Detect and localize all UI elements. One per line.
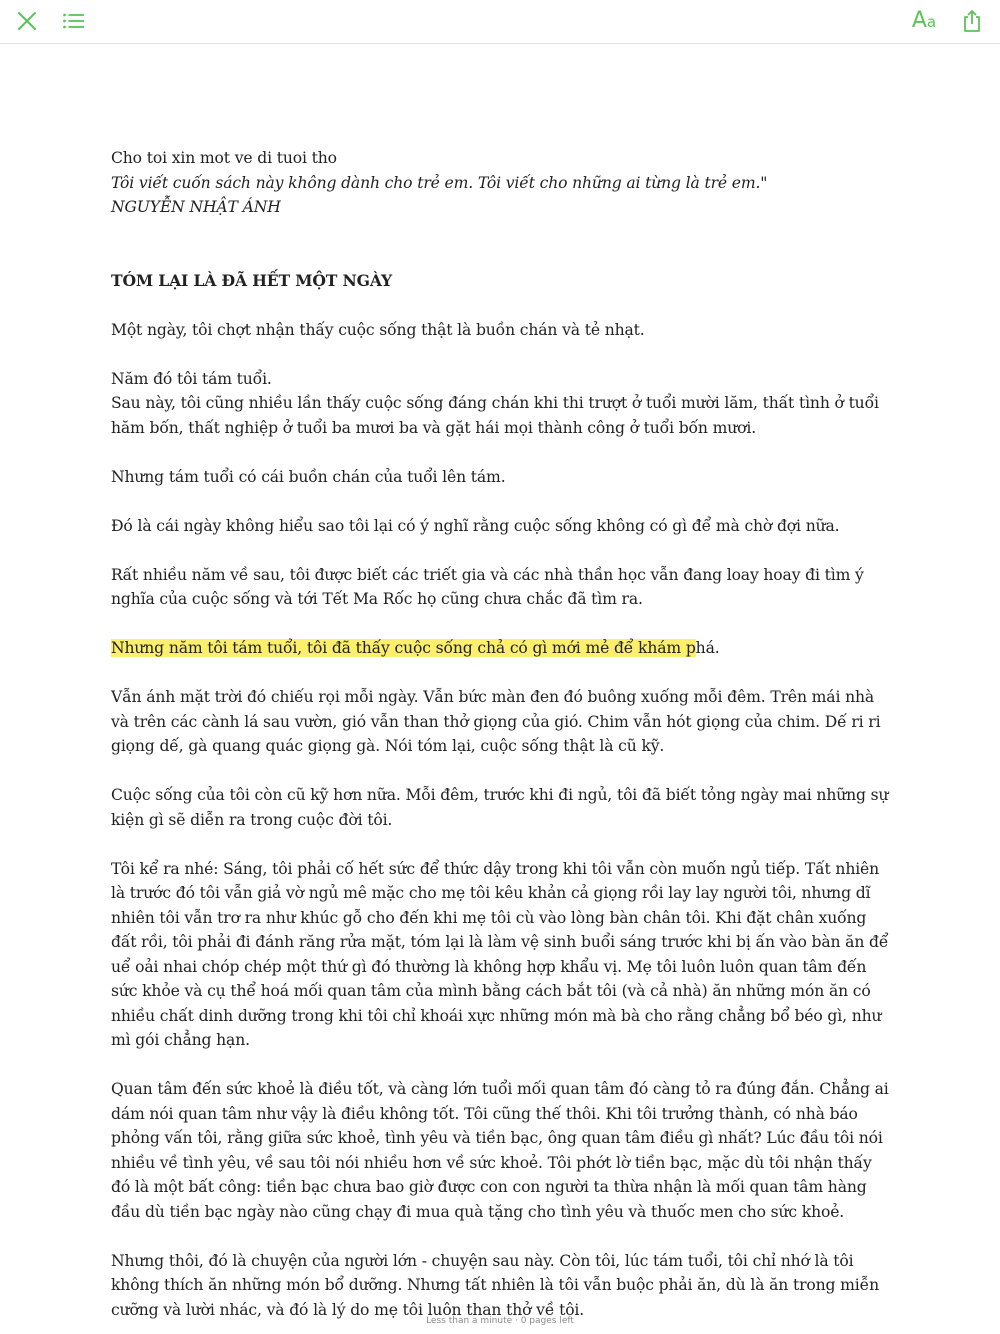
paragraph: Quan tâm đến sức khoẻ là điều tốt, và càng lớn tuổi mối quan tâm đó càng tỏ ra đúng đắn. Chẳng ai dám nói quan tâm như vậy là điều không tốt. Tôi cũng thế thôi. Khi tôi trưởng thành, có nhà báo phỏng vấn tôi, rằng giữa sức khoẻ, tình yêu và tiền bạc, ông quan tâm điều gì nhất? Lúc đầu tôi nói nhiều về tình yêu, về sau tôi nói nhiều hơn về sức khoẻ. Tôi phớt lờ tiền bạc, mặc dù tôi nhận thấy đó là một bất công: tiền bạc chưa bao giờ được con con người ta thừa nhận là mối quan tâm hàng đầu dù tiền bạc ngày nào cũng chạy đi mua quà tặng cho tình yêu và thuốc men cho sức khoẻ. — [111, 1080, 889, 1221]
paragraph: Nhưng tám tuổi có cái buồn chán của tuổi lên tám. — [111, 467, 506, 486]
paragraph: Vẫn ánh mặt trời đó chiếu rọi mỗi ngày. Vẫn bức màn đen đó buông xuống mỗi đêm. Trên mái nhà và trên các cành lá sau vườn, gió vẫn than thở giọng của gió. Chim vẫn hót giọng của chim. Dế ri ri giọng dế, gà quang quác giọng gà. Nói tóm lại, cuộc sống thật là cũ kỹ. — [111, 688, 881, 755]
paragraph: Đó là cái ngày không hiểu sao tôi lại có ý nghĩ rằng cuộc sống không có gì để mà chờ đợi nữa. — [111, 516, 840, 535]
font-settings-button[interactable] — [906, 6, 942, 36]
paragraph-tail: há. — [695, 639, 720, 657]
chapter-title: TÓM LẠI LÀ ĐÃ HẾT MỘT NGÀY — [111, 270, 392, 290]
font-icon-big-letter: A — [911, 8, 927, 33]
epigraph: Tôi viết cuốn sách này không dành cho trẻ em. Tôi viết cho những ai từng là trẻ em." — [111, 173, 768, 192]
paragraph: Năm đó tôi tám tuổi. — [111, 369, 272, 388]
share-icon — [962, 9, 982, 33]
book-page-content — [111, 146, 891, 1322]
paragraph: Rất nhiều năm về sau, tôi được biết các triết gia và các nhà thần học vẫn đang loay hoay đi tìm ý nghĩa của cuộc sống và tới Tết Ma Rốc họ cũng chưa chắc đã tìm ra. — [111, 565, 864, 608]
table-of-contents-button[interactable] — [58, 6, 90, 36]
paragraph: Sau này, tôi cũng nhiều lần thấy cuộc sống đáng chán khi thi trượt ở tuổi mười lăm, thất tình ở tuổi hăm bốn, thất nghiệp ở tuổi ba mươi ba và gặt hái mọi thành công ở tuổi bốn mươi. — [111, 394, 879, 437]
highlighted-paragraph[interactable] — [111, 636, 891, 661]
font-size-icon — [912, 10, 936, 32]
book-title-line: Cho toi xin mot ve di tuoi tho — [111, 149, 337, 167]
author-name: NGUYỄN NHẬT ÁNH — [111, 198, 281, 216]
close-button[interactable] — [11, 6, 43, 36]
paragraph: Nhưng thôi, đó là chuyện của người lớn - chuyện sau này. Còn tôi, lúc tám tuổi, tôi chỉ nhớ là tôi không thích ăn những món bổ dưỡng. Nhưng tất nhiên là tôi vẫn buộc phải ăn, dù là ăn trong miễn cưỡng và lười nhác, và đó là lý do mẹ tôi luôn than thở về tôi. — [111, 1251, 879, 1319]
share-button[interactable] — [956, 6, 988, 36]
list-icon — [62, 12, 86, 30]
reader-toolbar — [0, 0, 1000, 44]
text-highlight[interactable]: Nhưng năm tôi tám tuổi, tôi đã thấy cuộc sống chả có gì mới mẻ để khám p — [111, 639, 696, 657]
paragraph: Một ngày, tôi chợt nhận thấy cuộc sống thật là buồn chán và tẻ nhạt. — [111, 320, 645, 339]
close-icon — [17, 11, 37, 31]
font-icon-small-letter: a — [926, 13, 937, 31]
paragraph: Cuộc sống của tôi còn cũ kỹ hơn nữa. Mỗi đêm, trước khi đi ngủ, tôi đã biết tỏng ngày mai những sự kiện gì sẽ diễn ra trong cuộc đời tôi. — [111, 786, 889, 829]
reading-progress-status: Less than a minute · 0 pages left — [426, 1316, 574, 1326]
paragraph: Tôi kể ra nhé: Sáng, tôi phải cố hết sức để thức dậy trong khi tôi vẫn còn muốn ngủ tiếp. Tất nhiên là trước đó tôi vẫn giả vờ ngủ mê mặc cho mẹ tôi kêu khản cả giọng rồi lay lay người tôi, nhưng dĩ nhiên tôi vẫn trơ ra như khúc gỗ cho đến khi mẹ tôi cù vào lòng bàn chân tôi. Khi đặt chân xuống đất rồi, tôi phải đi đánh răng rửa mặt, tóm lại là làm vệ sinh buổi sáng trước khi bị ấn vào bàn ăn để uể oải nhai chóp chép một thứ gì đó thường là không hợp khẩu vị. Mẹ tôi luôn luôn quan tâm đến sức khỏe và cụ thể hoá mối quan tâm của mình bằng cách bắt tôi (và cả nhà) ăn những món ăn có nhiều chất dinh dưỡng trong khi tôi chỉ khoái xực những món mà bà cho rằng chẳng bổ béo gì, như mì gói chẳng hạn. — [111, 859, 889, 1049]
